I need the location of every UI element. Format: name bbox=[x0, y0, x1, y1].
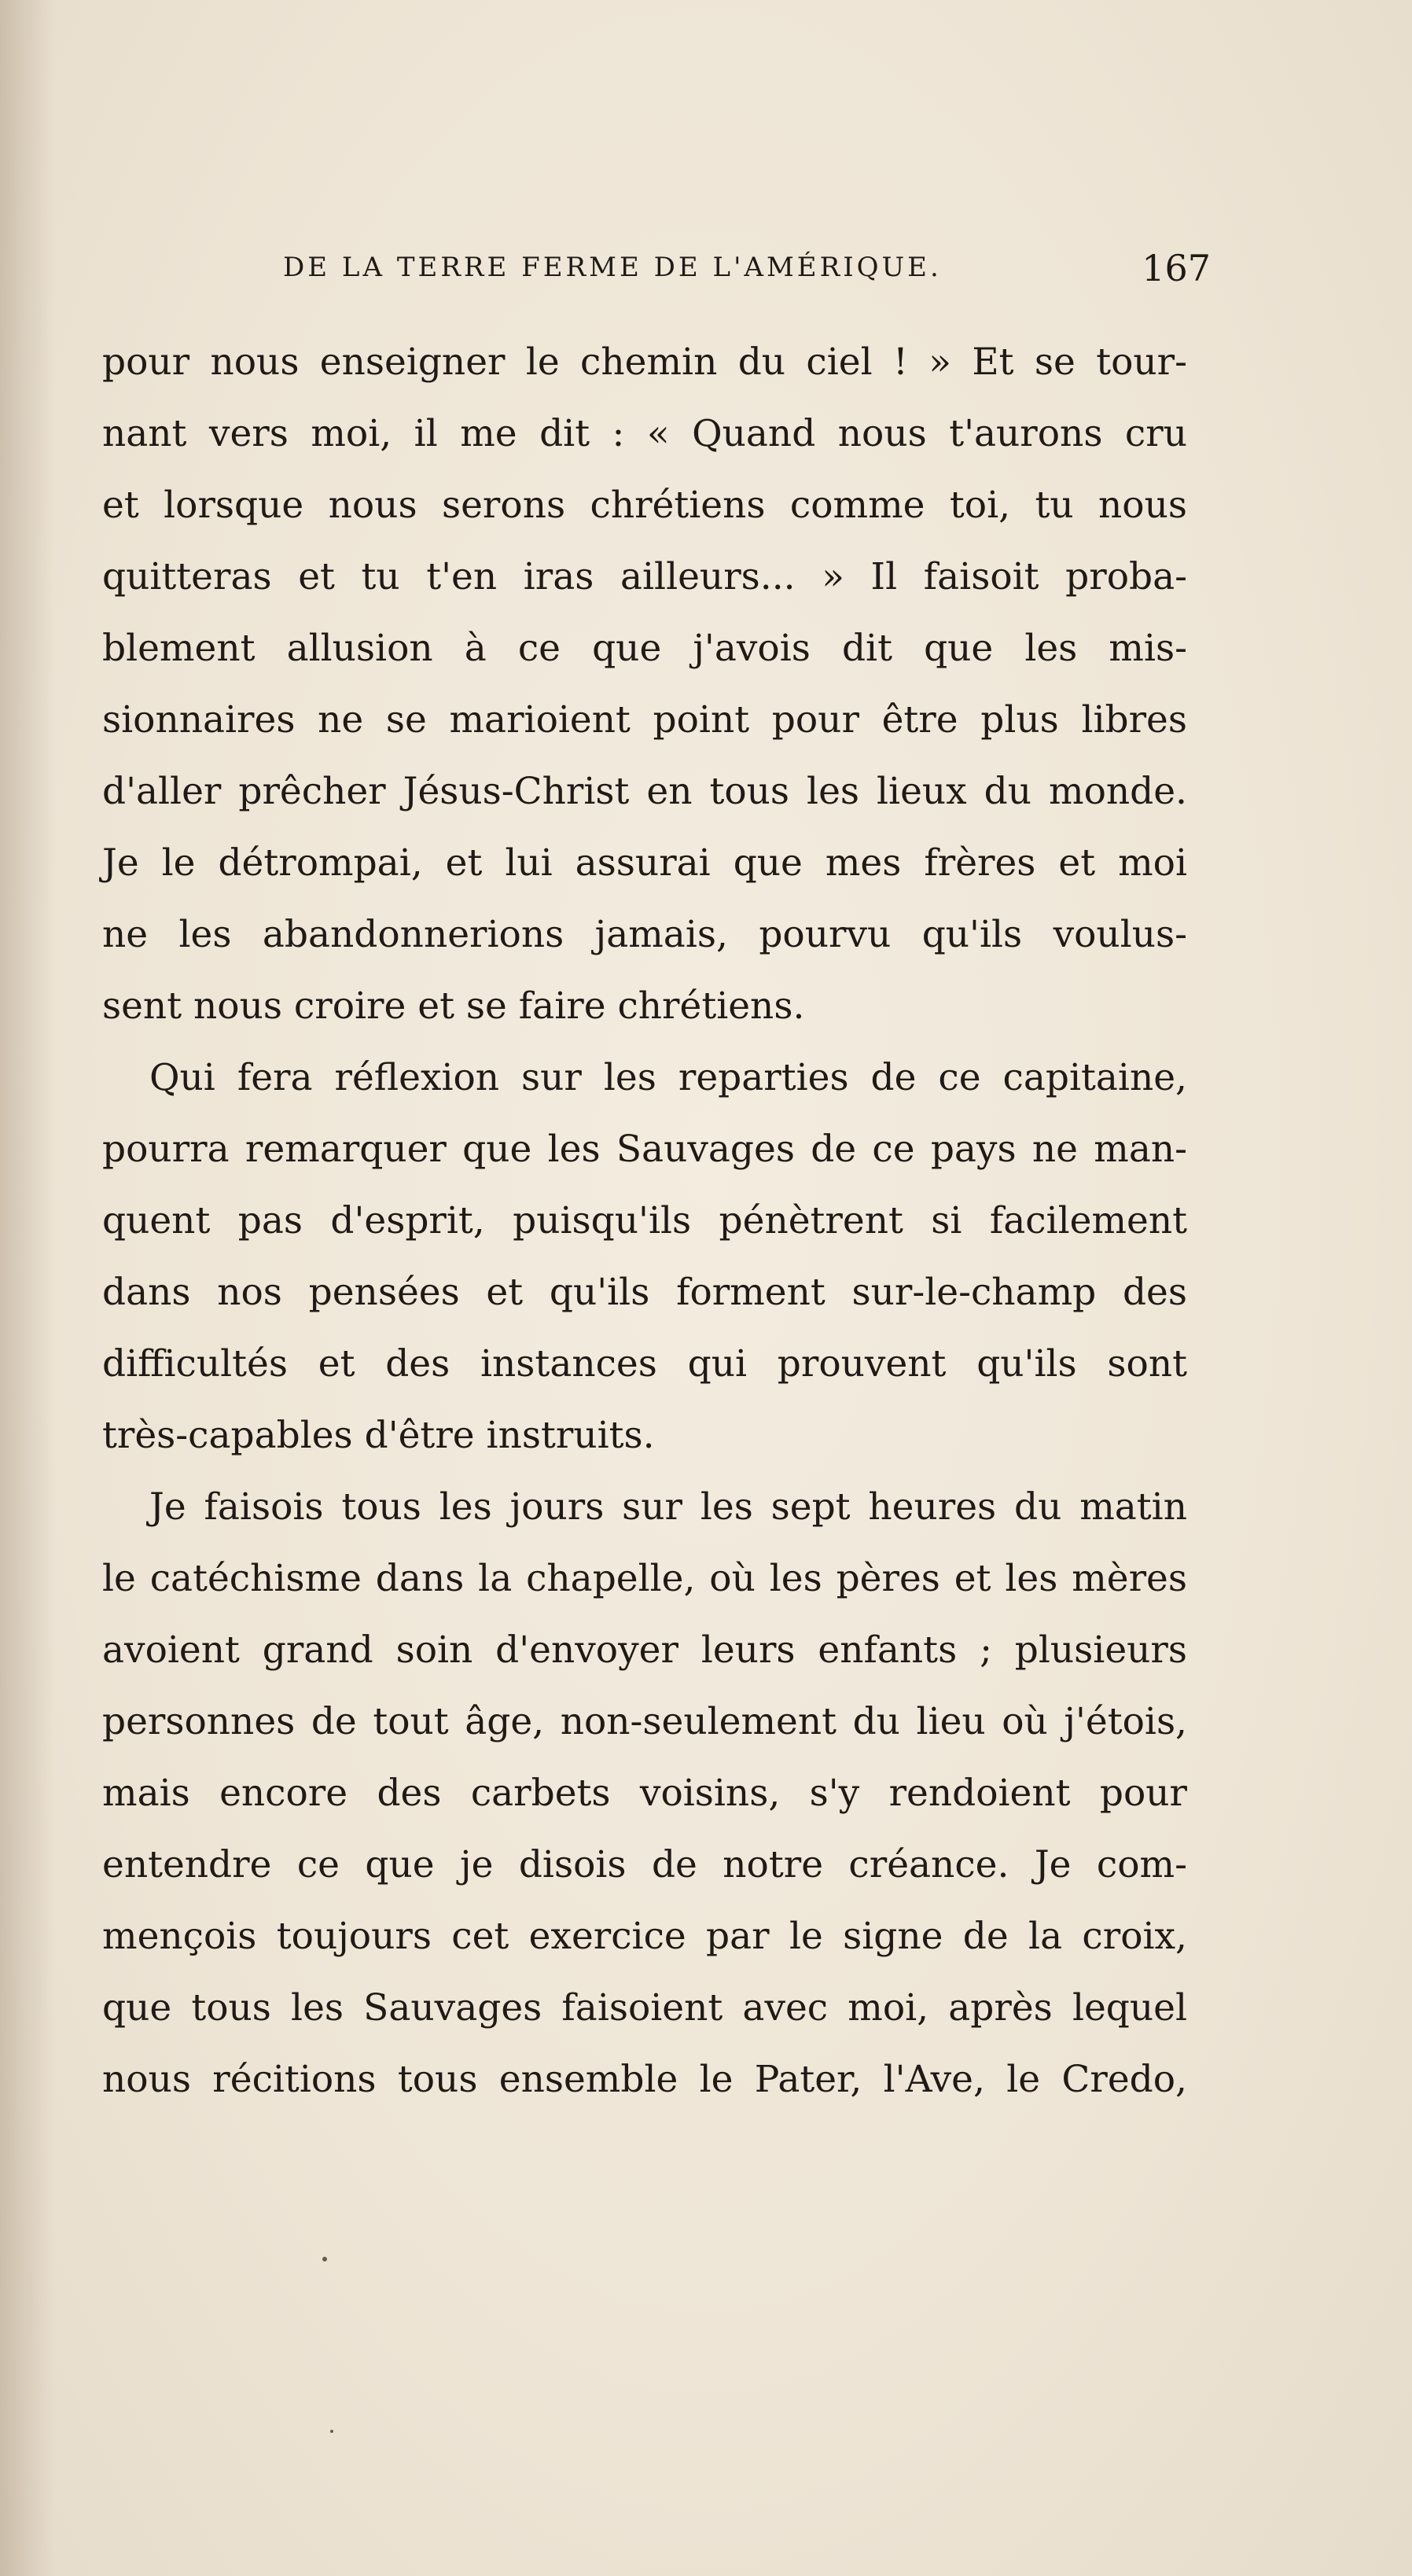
page-edge-shadow bbox=[0, 0, 55, 2576]
text-line: personnes de tout âge, non-seulement du lieu où j'étois, bbox=[102, 1700, 1187, 1743]
text-line: sionnaires ne se marioient point pour être plus libres bbox=[102, 698, 1187, 742]
text-line: dans nos pensées et qu'ils forment sur-le-champ des bbox=[102, 1271, 1187, 1314]
text-line: mais encore des carbets voisins, s'y rendoient pour bbox=[102, 1772, 1187, 1815]
text-line: très-capables d'être instruits. bbox=[102, 1414, 655, 1457]
text-line: pour nous enseigner le chemin du ciel ! » Et se tour- bbox=[102, 340, 1187, 384]
text-line: ne les abandonnerions jamais, pourvu qu'ils voulus- bbox=[102, 913, 1187, 956]
text-line: d'aller prêcher Jésus-Christ en tous les lieux du monde. bbox=[102, 770, 1187, 813]
text-line: difficultés et des instances qui prouvent qu'ils sont bbox=[102, 1342, 1187, 1386]
text-line: quent pas d'esprit, puisqu'ils pénètrent si facilement bbox=[102, 1199, 1187, 1242]
body-text bbox=[102, 326, 1187, 2115]
text-line: que tous les Sauvages faisoient avec moi, après lequel bbox=[102, 1986, 1187, 2030]
text-line: Je le détrompai, et lui assurai que mes frères et moi bbox=[102, 841, 1187, 885]
text-line: entendre ce que je disois de notre créance. Je com- bbox=[102, 1843, 1187, 1886]
text-line: avoient grand soin d'envoyer leurs enfants ; plusieurs bbox=[102, 1628, 1187, 1672]
text-line: nant vers moi, il me dit : « Quand nous t'aurons cru bbox=[102, 412, 1187, 455]
page-header bbox=[283, 247, 1211, 299]
paper-speck bbox=[330, 2430, 333, 2433]
text-line: sent nous croire et se faire chrétiens. bbox=[102, 984, 805, 1028]
text-line: pourra remarquer que les Sauvages de ce pays ne man- bbox=[102, 1128, 1187, 1171]
text-line: nous récitions tous ensemble le Pater, l'Ave, le Credo, bbox=[102, 2058, 1187, 2101]
text-line: mençois toujours cet exercice par le signe de la croix, bbox=[102, 1915, 1187, 1958]
text-line: quitteras et tu t'en iras ailleurs... » Il faisoit proba- bbox=[102, 555, 1187, 598]
text-line: le catéchisme dans la chapelle, où les pères et les mères bbox=[102, 1557, 1187, 1600]
text-line: Je faisois tous les jours sur les sept heures du matin bbox=[149, 1485, 1187, 1529]
text-line: blement allusion à ce que j'avois dit que les mis- bbox=[102, 627, 1187, 670]
running-head: DE LA TERRE FERME DE L'AMÉRIQUE. bbox=[283, 252, 942, 283]
text-line: Qui fera réflexion sur les reparties de ce capitaine, bbox=[149, 1056, 1187, 1099]
text-line: et lorsque nous serons chrétiens comme toi, tu nous bbox=[102, 484, 1187, 527]
page-number: 167 bbox=[1142, 247, 1211, 289]
paper-speck bbox=[322, 2257, 327, 2261]
